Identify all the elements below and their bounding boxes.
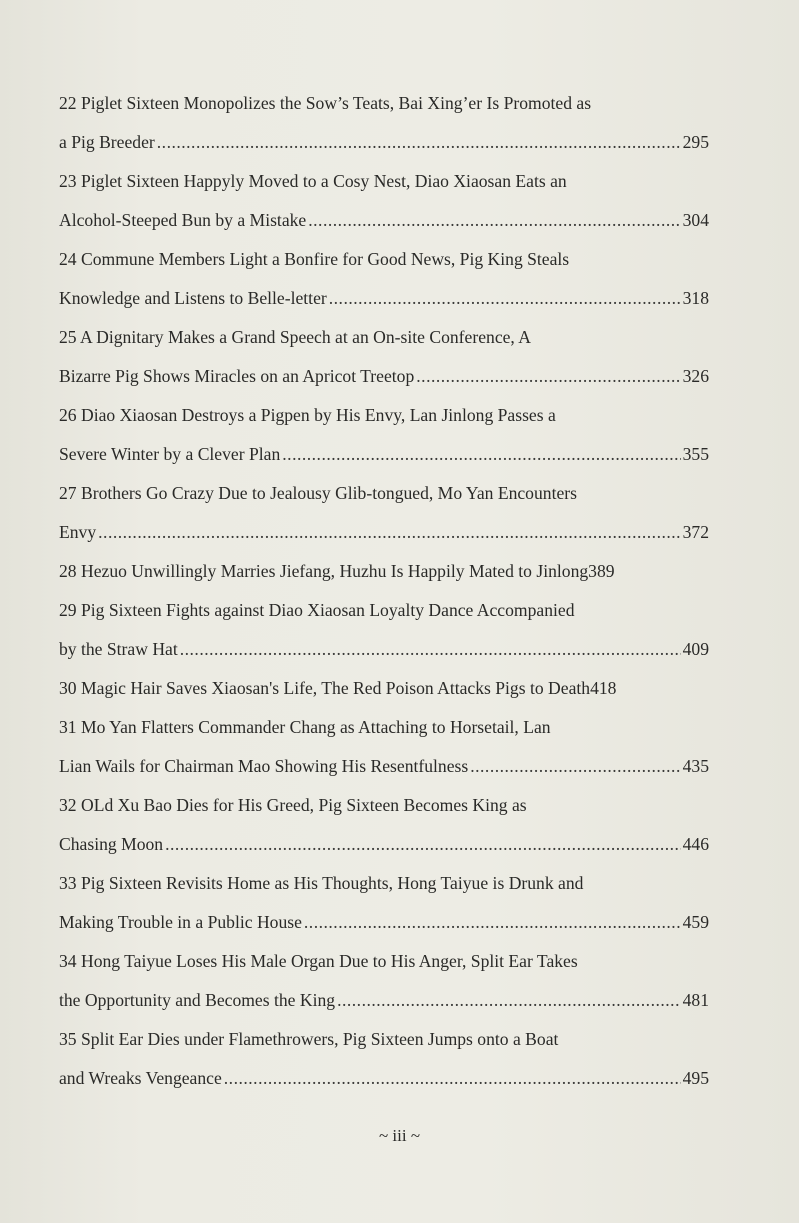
dot-leader (282, 439, 680, 469)
toc-entry-title-continued: Lian Wails for Chairman Mao Showing His Resentfulness (59, 756, 469, 776)
toc-entry-title-continued: Envy (59, 522, 97, 542)
toc-entry-title: 24 Commune Members Light a Bonfire for Good News, Pig King Steals (59, 249, 570, 269)
dot-leader (308, 205, 680, 235)
toc-entry-title: 26 Diao Xiaosan Destroys a Pigpen by His Envy, Lan Jinlong Passes a (59, 405, 556, 425)
toc-entry-title: 22 Piglet Sixteen Monopolizes the Sow’s Teats, Bai Xing’er Is Promoted as (59, 93, 592, 113)
toc-entry-title-continued: Knowledge and Listens to Belle-letter (59, 288, 327, 308)
toc-entry-28 (59, 556, 709, 595)
toc-entry-title: 23 Piglet Sixteen Happyly Moved to a Cosy Nest, Diao Xiaosan Eats an (59, 171, 567, 191)
page-number: 409 (682, 639, 709, 659)
dot-leader (180, 634, 681, 664)
toc-entry-title: 35 Split Ear Dies under Flamethrowers, Pig Sixteen Jumps onto a Boat (59, 1029, 559, 1049)
page-number: 446 (682, 834, 709, 854)
table-of-contents (59, 88, 709, 1102)
toc-entry-30 (59, 673, 709, 712)
toc-entry-title: 30 Magic Hair Saves Xiaosan's Life, The Red Poison Attacks Pigs to Death418 (59, 678, 617, 698)
page-number: 318 (682, 288, 709, 308)
toc-entry-title: 28 Hezuo Unwillingly Marries Jiefang, Huzhu Is Happily Mated to Jinlong389 (59, 561, 615, 581)
dot-leader (165, 829, 681, 859)
toc-entry-31 (59, 712, 709, 790)
toc-entry-title-continued: Bizarre Pig Shows Miracles on an Apricot Treetop (59, 366, 415, 386)
toc-entry-title-continued: the Opportunity and Becomes the King (59, 990, 336, 1010)
toc-entry-26 (59, 400, 709, 478)
page-number: 459 (682, 912, 709, 932)
toc-entry-title: 29 Pig Sixteen Fights against Diao Xiaosan Loyalty Dance Accompanied (59, 600, 575, 620)
toc-entry-title-continued: by the Straw Hat (59, 639, 178, 659)
toc-entry-27 (59, 478, 709, 556)
toc-entry-33 (59, 868, 709, 946)
toc-entry-title: 25 A Dignitary Makes a Grand Speech at an On-site Conference, A (59, 327, 531, 347)
page-number: 295 (682, 132, 709, 152)
page-number: 326 (682, 366, 709, 386)
toc-entry-title-continued: Alcohol-Steeped Bun by a Mistake (59, 210, 307, 230)
toc-entry-35 (59, 1024, 709, 1102)
dot-leader (416, 361, 680, 391)
page-number: 495 (682, 1068, 709, 1088)
page-number: 304 (682, 210, 709, 230)
toc-entry-23 (59, 166, 709, 244)
toc-entry-22 (59, 88, 709, 166)
toc-entry-title: 32 OLd Xu Bao Dies for His Greed, Pig Sixteen Becomes King as (59, 795, 527, 815)
toc-entry-title-continued: Making Trouble in a Public House (59, 912, 302, 932)
toc-entry-34 (59, 946, 709, 1024)
dot-leader (304, 907, 681, 937)
page-number: 355 (682, 444, 709, 464)
dot-leader (329, 283, 681, 313)
dot-leader (470, 751, 680, 781)
page-folio: ~ iii ~ (378, 1126, 421, 1145)
toc-entry-title: 33 Pig Sixteen Revisits Home as His Thoughts, Hong Taiyue is Drunk and (59, 873, 584, 893)
toc-entry-25 (59, 322, 709, 400)
toc-entry-title: 31 Mo Yan Flatters Commander Chang as Attaching to Horsetail, Lan (59, 717, 551, 737)
toc-entry-title-continued: Chasing Moon (59, 834, 164, 854)
toc-entry-title-continued: a Pig Breeder (59, 132, 155, 152)
toc-entry-24 (59, 244, 709, 322)
toc-entry-title-continued: and Wreaks Vengeance (59, 1068, 222, 1088)
toc-entry-title: 27 Brothers Go Crazy Due to Jealousy Glib-tongued, Mo Yan Encounters (59, 483, 577, 503)
toc-entry-29 (59, 595, 709, 673)
page-number: 372 (682, 522, 709, 542)
dot-leader (98, 517, 680, 547)
page-number: 481 (682, 990, 709, 1010)
dot-leader (157, 127, 681, 157)
toc-entry-title: 34 Hong Taiyue Loses His Male Organ Due to His Anger, Split Ear Takes (59, 951, 578, 971)
dot-leader (337, 985, 681, 1015)
toc-entry-title-continued: Severe Winter by a Clever Plan (59, 444, 281, 464)
toc-entry-32 (59, 790, 709, 868)
page-number: 435 (682, 756, 709, 776)
dot-leader (224, 1063, 681, 1093)
